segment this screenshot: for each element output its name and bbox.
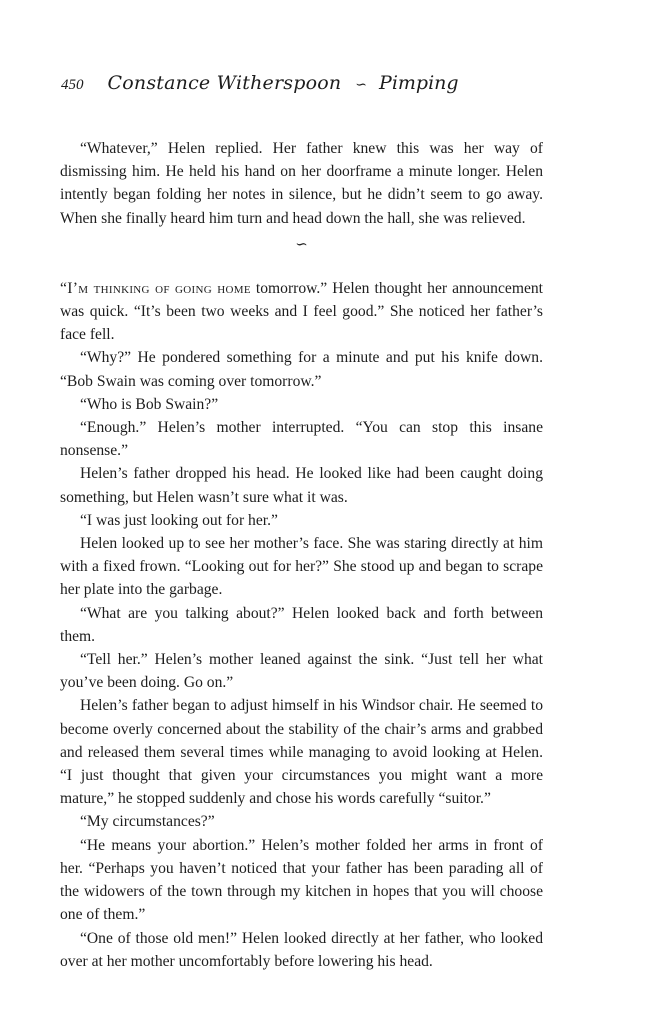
paragraph: Helen’s father began to adjust himself in his Windsor chair. He seemed to become overly concerned about the stability of the chair’s arms and grabbed and released them several times while managing to avoid looking at Helen. “I just thought that given your circumstances you might want a more mature,” he stopped suddenly and chose his words carefully “suitor.” bbox=[60, 697, 543, 808]
paragraph: “Who is Bob Swain?” bbox=[80, 395, 219, 413]
paragraph: Helen’s father dropped his head. He looked like had been caught doing something, but Helen wasn’t sure what it was. bbox=[60, 465, 543, 506]
paragraph: “Whatever,” Helen replied. Her father knew this was her way of dismissing him. He held his hand on her doorframe a minute longer. Helen intently began folding her notes in silence, but he didn’t seem to go away. When she finally heard him turn and head down the hall, she was relieved. bbox=[60, 140, 543, 227]
paragraph: “Enough.” Helen’s mother interrupted. “You can stop this insane nonsense.” bbox=[60, 419, 543, 460]
paragraph: “One of those old men!” Helen looked directly at her father, who looked over at her mother uncomfortably before lowering his head. bbox=[60, 929, 543, 970]
paragraph: “Tell her.” Helen’s mother leaned against the sink. “Just tell her what you’ve been doing. Go on.” bbox=[60, 651, 543, 692]
paragraph: “My circumstances?” bbox=[80, 813, 215, 831]
paragraph: Helen looked up to see her mother’s face. She was staring directly at him with a fixed frown. “Looking out for her?” She stood up and began to scrape her plate into the garbage. bbox=[60, 535, 543, 599]
paragraph: “Why?” He pondered something for a minute and put his knife down. “Bob Swain was coming over tomorrow.” bbox=[60, 349, 543, 390]
chapter-title: Pimping bbox=[379, 72, 459, 94]
paragraph: “What are you talking about?” Helen looked back and forth between them. bbox=[60, 604, 543, 645]
body-text bbox=[60, 137, 543, 973]
page-number: 450 bbox=[61, 77, 84, 93]
paragraph: “I was just looking out for her.” bbox=[80, 511, 278, 529]
paragraph-section-opening bbox=[60, 277, 543, 347]
small-caps-lead-in: “I’m thinking of going home bbox=[60, 279, 251, 297]
paragraph: “He means your abortion.” Helen’s mother folded her arms in front of her. “Perhaps you haven’t noticed that your father has been parading all of the widowers of the town through my kitchen in hopes that you will choose one of them.” bbox=[60, 836, 543, 924]
paragraph-text: tomorrow.” Helen thought her announcement was quick. “It’s been two weeks and I feel good.” She noticed her father’s face fell. bbox=[60, 279, 543, 344]
book-title: Constance Witherspoon bbox=[107, 72, 342, 94]
ornament-icon: ∽ bbox=[355, 78, 368, 93]
running-head bbox=[61, 72, 459, 98]
section-break-ornament-icon: ∽ bbox=[295, 236, 308, 253]
